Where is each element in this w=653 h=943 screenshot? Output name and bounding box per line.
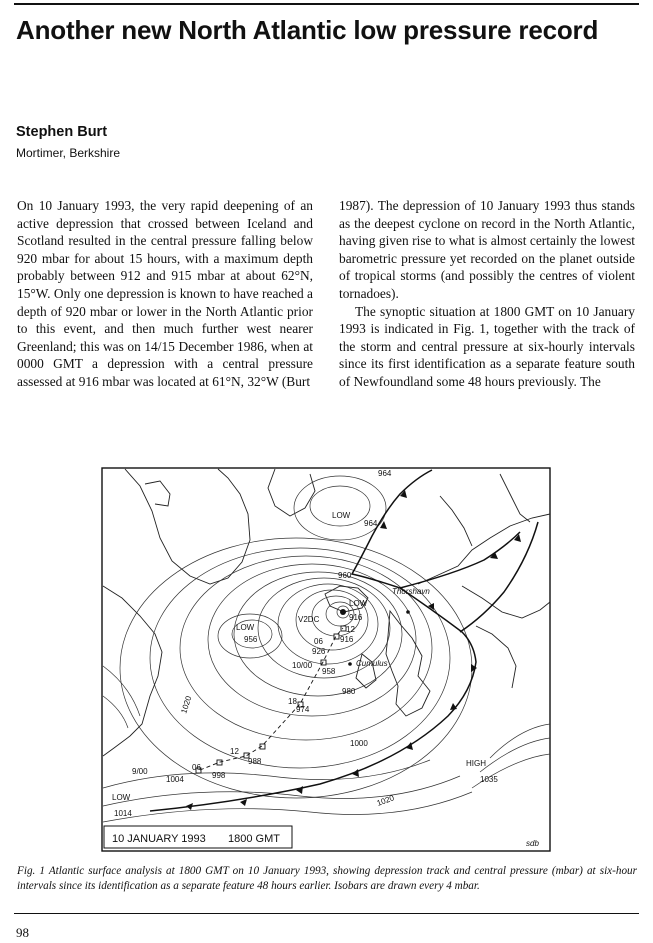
- low-label: LOW: [112, 793, 131, 802]
- time-label: 18: [288, 697, 297, 706]
- paragraph: The synoptic situation at 1800 GMT on 10 January 1993 is indicated in Fig. 1, together with the track of the storm and central pressure at six-hourly intervals since its first identification as a separate feature south of Newfoundland some 48 hours previously. The: [339, 303, 635, 389]
- ship-label: Cumulus: [356, 659, 388, 668]
- author-name: Stephen Burt: [16, 124, 108, 140]
- artist-initials: sdb: [526, 839, 539, 848]
- pressure-label: 916: [349, 613, 363, 622]
- pressure-label: 1000: [350, 739, 368, 748]
- pressure-label: 960: [338, 571, 352, 580]
- figure-caption: Fig. 1 Atlantic surface analysis at 1800 GMT on 10 January 1993, showing depression track and central pressure (mbar) at six-hour intervals since its identification as a separate feature 48 hours earlier. Isobars are drawn every 4 mbar.: [17, 865, 637, 892]
- ship-label: V2DC: [298, 615, 320, 624]
- map-date: 10 JANUARY 1993: [112, 833, 206, 845]
- time-label: 10/00: [292, 661, 313, 670]
- pressure-label: 916: [340, 635, 354, 644]
- pressure-label: 974: [296, 705, 310, 714]
- map-time: 1800 GMT: [228, 833, 280, 845]
- low-label: LOW: [236, 623, 255, 632]
- time-label: 12: [346, 625, 355, 634]
- pressure-label: 980: [342, 687, 356, 696]
- paragraph: 1987). The depression of 10 January 1993 thus stands as the deepest cyclone on record in the North Atlantic, having given rise to what is almost certainly the lowest barometric pressure yet recorded on the planet outside of tropical storms (and possibly the centres of violent tornadoes).: [339, 198, 635, 301]
- article-title: Another new North Atlantic low pressure record: [16, 15, 599, 45]
- pressure-label: 998: [212, 771, 226, 780]
- time-label: 06: [192, 763, 201, 772]
- time-label: 12: [230, 747, 239, 756]
- bottom-rule: [14, 913, 639, 914]
- low-centre-dot: [340, 609, 346, 615]
- cumulus-marker: [348, 662, 352, 666]
- pressure-label: 1004: [166, 775, 184, 784]
- pressure-label: 958: [322, 667, 336, 676]
- low-label: LOW: [332, 511, 351, 520]
- pressure-label: 1020: [179, 694, 194, 715]
- weather-map: [100, 466, 552, 853]
- page-number: 98: [16, 925, 29, 940]
- pressure-label: 926: [312, 647, 326, 656]
- thorshavn-marker: [406, 610, 410, 614]
- body-column-left: [17, 197, 313, 391]
- time-label: 9/00: [132, 767, 148, 776]
- pressure-label: 988: [248, 757, 262, 766]
- pressure-label: 964: [378, 469, 392, 478]
- pressure-label: 1014: [114, 809, 132, 818]
- pressure-label: 956: [244, 635, 258, 644]
- weather-map-figure: [100, 466, 552, 853]
- pressure-label: 964: [364, 519, 378, 528]
- body-column-right: [339, 197, 635, 391]
- paragraph: On 10 January 1993, the very rapid deepening of an active depression that crossed between Iceland and Scotland resulted in the central pressure falling below 920 mbar for about 15 hours, with a maximum depth probably between 912 and 915 mbar at about 62°N, 15°W. Only one depression is known to have reached a depth of 920 mbar or lower in the North Atlantic prior to this event, and then much further west nearer Greenland; this was on 14/15 December 1986, when at 0000 GMT a depression with a central pressure assessed at 916 mbar was located at 61°N, 32°W (Burt: [17, 198, 313, 389]
- pressure-label: 1035: [480, 775, 498, 784]
- place-label: Thorshavn: [392, 587, 430, 596]
- author-affiliation: Mortimer, Berkshire: [16, 146, 121, 160]
- low-label: LOW: [349, 599, 368, 608]
- top-rule: [14, 3, 639, 5]
- time-label: 06: [314, 637, 323, 646]
- high-label: HIGH: [466, 759, 486, 768]
- pressure-label: 1020: [375, 793, 396, 808]
- map-frame: [102, 468, 550, 851]
